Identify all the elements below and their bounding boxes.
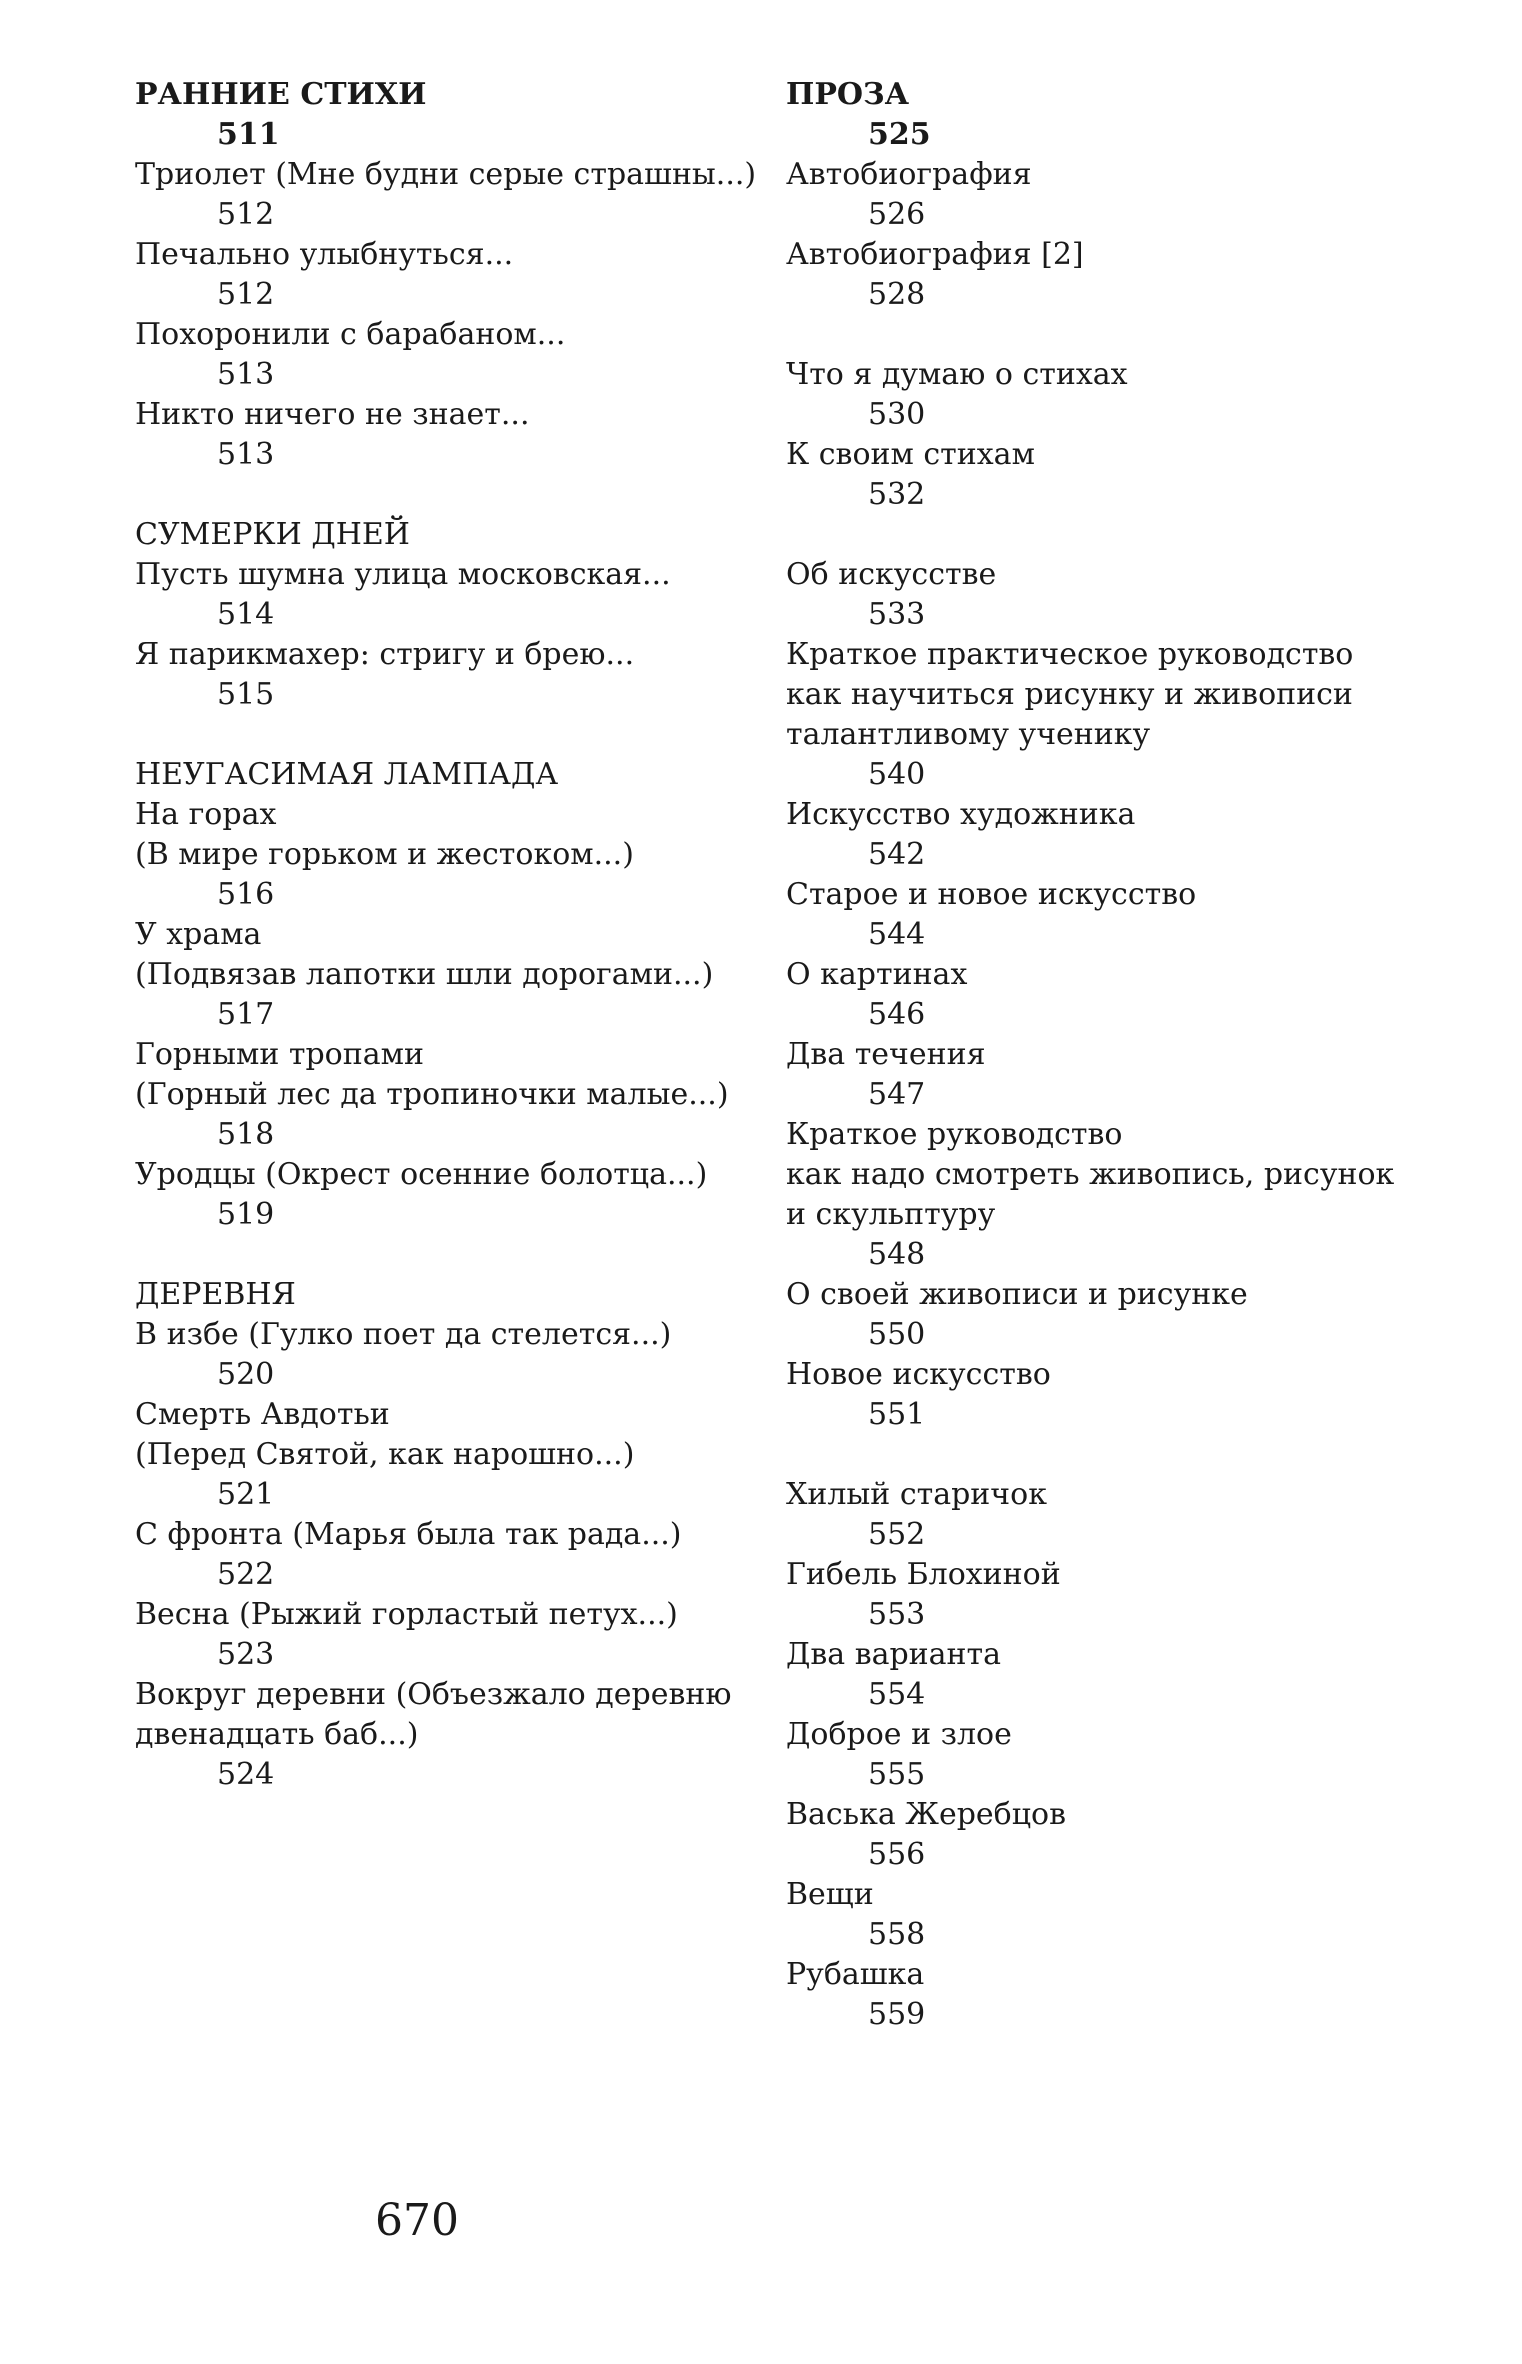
right-entry-title: О своей живописи и рисунке — [786, 1277, 1248, 1312]
right-entry-title: талантливому ученику — [786, 717, 1151, 752]
right-entry-title: Хилый старичок — [786, 1477, 1047, 1512]
right-entry-title: Гибель Блохиной — [786, 1557, 1061, 1592]
right-page-ref: 559 — [868, 1997, 926, 2032]
left-entry-title: (Перед Святой, как нарошно...) — [135, 1437, 635, 1472]
section-spacer — [135, 1235, 755, 1275]
right-entry-title: Вещи — [786, 1877, 874, 1912]
left-page-ref: 515 — [217, 677, 275, 712]
left-entry-title: ДЕРЕВНЯ — [135, 1277, 296, 1312]
right-entry-title: Рубашка — [786, 1957, 925, 1992]
right-page-ref: 551 — [868, 1397, 926, 1432]
right-entry-title: Новое искусство — [786, 1357, 1051, 1392]
right-page-ref: 558 — [868, 1917, 926, 1952]
right-entry-title: Автобиография — [786, 157, 1032, 192]
left-page-ref: 511 — [217, 117, 280, 152]
right-page-ref: 548 — [868, 1237, 926, 1272]
right-entry-title: Автобиография [2] — [786, 237, 1084, 272]
left-entry-title: Горными тропами — [135, 1037, 424, 1072]
left-entry-title: Триолет (Мне будни серые страшны...) — [135, 157, 757, 192]
right-entry-title: О картинах — [786, 957, 968, 992]
right-page-ref: 544 — [868, 917, 926, 952]
right-entry-title: Васька Жеребцов — [786, 1797, 1066, 1832]
right-entry-title: Краткое практическое руководство — [786, 637, 1354, 672]
section-spacer — [135, 715, 755, 755]
right-page-ref: 546 — [868, 997, 926, 1032]
toc-left-column — [135, 75, 755, 1795]
left-page-ref: 524 — [217, 1757, 275, 1792]
left-page-ref: 520 — [217, 1357, 275, 1392]
right-page-ref: 554 — [868, 1677, 926, 1712]
left-entry-title: (Подвязав лапотки шли дорогами...) — [135, 957, 714, 992]
left-entry-title: С фронта (Марья была так рада...) — [135, 1517, 682, 1552]
left-entry-title: Смерть Авдотьи — [135, 1397, 390, 1432]
right-page-ref: 530 — [868, 397, 926, 432]
left-page-ref: 514 — [217, 597, 275, 632]
right-entry-title: Краткое руководство — [786, 1117, 1123, 1152]
left-page-ref: 523 — [217, 1637, 275, 1672]
section-spacer — [786, 515, 1426, 555]
right-page-ref: 553 — [868, 1597, 926, 1632]
left-section-heading: РАННИЕ СТИХИ — [135, 77, 427, 112]
right-page-ref: 525 — [868, 117, 931, 152]
right-entry-title: Искусство художника — [786, 797, 1136, 832]
left-entry-title: В избе (Гулко поет да стелется...) — [135, 1317, 672, 1352]
left-entry-title: Никто ничего не знает... — [135, 397, 530, 432]
left-page-ref: 519 — [217, 1197, 275, 1232]
right-entry-title: как надо смотреть живопись, рисунок — [786, 1157, 1395, 1192]
left-entry-title: Весна (Рыжий горластый петух...) — [135, 1597, 678, 1632]
right-page-ref: 552 — [868, 1517, 926, 1552]
left-entry-title: СУМЕРКИ ДНЕЙ — [135, 517, 410, 552]
section-spacer — [135, 475, 755, 515]
right-entry-title: и скульптуру — [786, 1197, 996, 1232]
right-page-ref: 542 — [868, 837, 926, 872]
left-page-ref: 516 — [217, 877, 275, 912]
right-entry-title: Старое и новое искусство — [786, 877, 1197, 912]
right-entry-title: К своим стихам — [786, 437, 1035, 472]
left-entry-title: Пусть шумна улица московская... — [135, 557, 671, 592]
section-spacer — [786, 1435, 1426, 1475]
left-entry-title: Печально улыбнуться... — [135, 237, 514, 272]
left-entry-title: У храма — [135, 917, 262, 952]
right-entry-title: Два течения — [786, 1037, 986, 1072]
right-page-ref: 547 — [868, 1077, 926, 1112]
right-page-ref: 555 — [868, 1757, 926, 1792]
right-section-heading: ПРОЗА — [786, 77, 910, 112]
right-entry-title: Что я думаю о стихах — [786, 357, 1128, 392]
page-number: 670 — [375, 2195, 459, 2246]
right-page-ref: 550 — [868, 1317, 926, 1352]
right-page-ref: 532 — [868, 477, 926, 512]
left-entry-title: Я парикмахер: стригу и брею... — [135, 637, 635, 672]
left-entry-title: двенадцать баб...) — [135, 1717, 419, 1752]
left-entry-title: (В мире горьком и жестоком...) — [135, 837, 634, 872]
left-entry-title: НЕУГАСИМАЯ ЛАМПАДА — [135, 757, 559, 792]
right-entry-title: Об искусстве — [786, 557, 997, 592]
right-page-ref: 533 — [868, 597, 926, 632]
left-page-ref: 513 — [217, 437, 275, 472]
right-entry-title: Два варианта — [786, 1637, 1002, 1672]
left-entry-title: На горах — [135, 797, 277, 832]
left-page-ref: 513 — [217, 357, 275, 392]
toc-right-column — [786, 75, 1426, 2035]
left-page-ref: 518 — [217, 1117, 275, 1152]
section-spacer — [786, 315, 1426, 355]
left-page-ref: 522 — [217, 1557, 275, 1592]
left-page-ref: 521 — [217, 1477, 275, 1512]
left-entry-title: Похоронили с барабаном... — [135, 317, 566, 352]
left-page-ref: 517 — [217, 997, 275, 1032]
right-entry-title: как научиться рисунку и живописи — [786, 677, 1353, 712]
right-page-ref: 540 — [868, 757, 926, 792]
left-entry-title: Уродцы (Окрест осенние болотца...) — [135, 1157, 708, 1192]
left-page-ref: 512 — [217, 197, 275, 232]
left-page-ref: 512 — [217, 277, 275, 312]
right-page-ref: 528 — [868, 277, 926, 312]
left-entry-title: (Горный лес да тропиночки малые...) — [135, 1077, 729, 1112]
right-page-ref: 526 — [868, 197, 926, 232]
right-page-ref: 556 — [868, 1837, 926, 1872]
right-entry-title: Доброе и злое — [786, 1717, 1012, 1752]
left-entry-title: Вокруг деревни (Объезжало деревню — [135, 1677, 732, 1712]
